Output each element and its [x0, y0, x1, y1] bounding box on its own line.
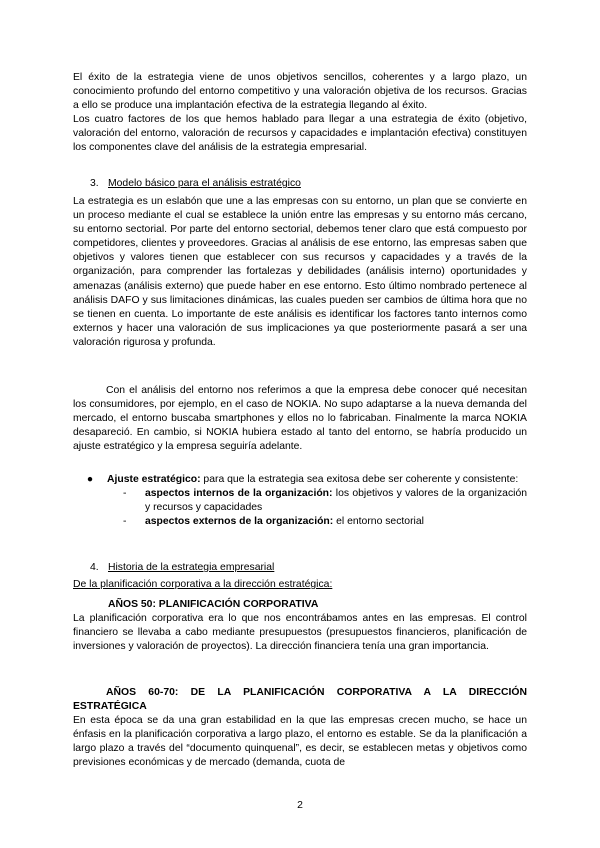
section-4-body-1	[73, 612, 527, 654]
page-number: 2	[297, 800, 303, 811]
intro-paragraph-2: Los cuatro factores de los que hemos hablado para llegar a una estrategia de éxito (objetivo, valoración del entorno, valoración de recursos y capacidades e implantación efectiva) constituyen los componentes clave del análisis de la estrategia empresarial.	[73, 114, 527, 154]
dash-icon: -	[123, 516, 127, 528]
heading-years-60-70: AÑOS 60-70: DE LA PLANIFICACIÓN CORPORATIVA A LA DIRECCIÓN ESTRATÉGICA	[73, 687, 527, 713]
bullet-rest: para que la estrategia sea exitosa debe ser coherente y consistente:	[200, 474, 519, 485]
section-3-body-2	[73, 384, 527, 454]
heading-years-50: AÑOS 50: PLANIFICACIÓN CORPORATIVA	[108, 599, 319, 610]
section-4-paragraph-2: En esta época se da una gran estabilidad en la que las empresas crecen mucho, se hace un énfasis en la planificación corporativa a largo plazo, el entorno es estable. Se da la planificación a largo plazo a través del “documento quinquenal”, es decir, se establecen metas y objetivos como previsiones económicas y de mercado (demanda, cuota de	[73, 715, 527, 769]
bullet-bold: Ajuste estratégico:	[107, 474, 201, 485]
section-4-heading	[90, 561, 274, 575]
intro-paragraph-1: El éxito de la estrategia viene de unos objetivos sencillos, coherentes y a largo plazo, un conocimiento profundo del entorno competitivo y una valoración objetiva de los recursos. Gracias a ello se produce una implantación efectiva de la estrategia llegando al éxito.	[73, 72, 527, 112]
sub-list-item	[123, 487, 527, 515]
section-3-title: Modelo básico para el análisis estratégico	[108, 178, 301, 189]
section-4-subtitle: De la planificación corporativa a la dirección estratégica:	[73, 579, 333, 590]
sub-item-text	[145, 487, 527, 515]
sub-item-rest: el entorno sectorial	[333, 516, 424, 528]
sub-item-bold: aspectos externos de la organización:	[145, 516, 334, 528]
section-3-paragraph-1: La estrategia es un eslabón que une a las empresas con su entorno, un plan que se convierte en un proceso mediante el cual se establece la unión entre las empresas y su entorno más cercano, su entorno sectorial. Por parte del entorno sectorial, debemos tener claro que está compuesto por competidores, clientes y proveedores. Gracias al análisis de ese entorno, las empresas saben que objetivos y valores tienen que establecer con sus recursos y capacidades y a través de la organización, para comprender las fortalezas y debilidades (análisis interno) oportunidades y amenazas (análisis externo) que puede haber en ese entorno. Esto último nombrado pertenece al análisis DAFO y sus limitaciones dinámicas, las cuales pueden ser cambios de última hora que no se tienen en cuenta. Lo importante de este análisis es identificar los factores tanto internos como externos y hacer una valoración de sus implicaciones ya que posteriormente pasará a ser una valoración rigurosa y profunda.	[73, 196, 527, 348]
section-3-paragraph-2: Con el análisis del entorno nos referimos a que la empresa debe conocer qué necesitan los consumidores, por ejemplo, en el caso de NOKIA. No supo adaptarse a la nueva demanda del mercado, el entorno buscaba smartphones y ellos no lo fabricaban. Finalmente la marca NOKIA desapareció. En cambio, si NOKIA hubiera estado al tanto del entorno, se habría producido un ajuste estratégico y la empresa seguiría adelante.	[73, 385, 527, 453]
bullet-text	[107, 473, 527, 487]
section-4-title: Historia de la estrategia empresarial	[108, 562, 275, 573]
section-4-number: 4.	[90, 562, 99, 573]
sub-item-text	[145, 515, 527, 529]
bullet-icon: ●	[86, 474, 94, 485]
section-3-heading	[90, 177, 301, 191]
sub-list-item	[123, 515, 527, 529]
bullet-list	[73, 473, 527, 529]
dash-icon: -	[123, 488, 127, 500]
sub-item-bold: aspectos internos de la organización:	[145, 488, 333, 500]
section-3-number: 3.	[90, 178, 99, 189]
section-4-body-2	[73, 686, 527, 771]
list-item	[73, 473, 527, 487]
section-3-body	[73, 195, 527, 350]
intro-block	[73, 71, 527, 156]
section-4-paragraph-1: La planificación corporativa era lo que nos encontrábamos antes en las empresas. El control financiero se llevaba a cabo mediante presupuestos (presupuestos financieros, planificación de inversiones y valoración de proyectos). La dirección financiera tenía una gran importancia.	[73, 613, 527, 653]
sub-item-rest: los objetivos y valores de la organización y recursos y capacidades	[145, 488, 527, 514]
